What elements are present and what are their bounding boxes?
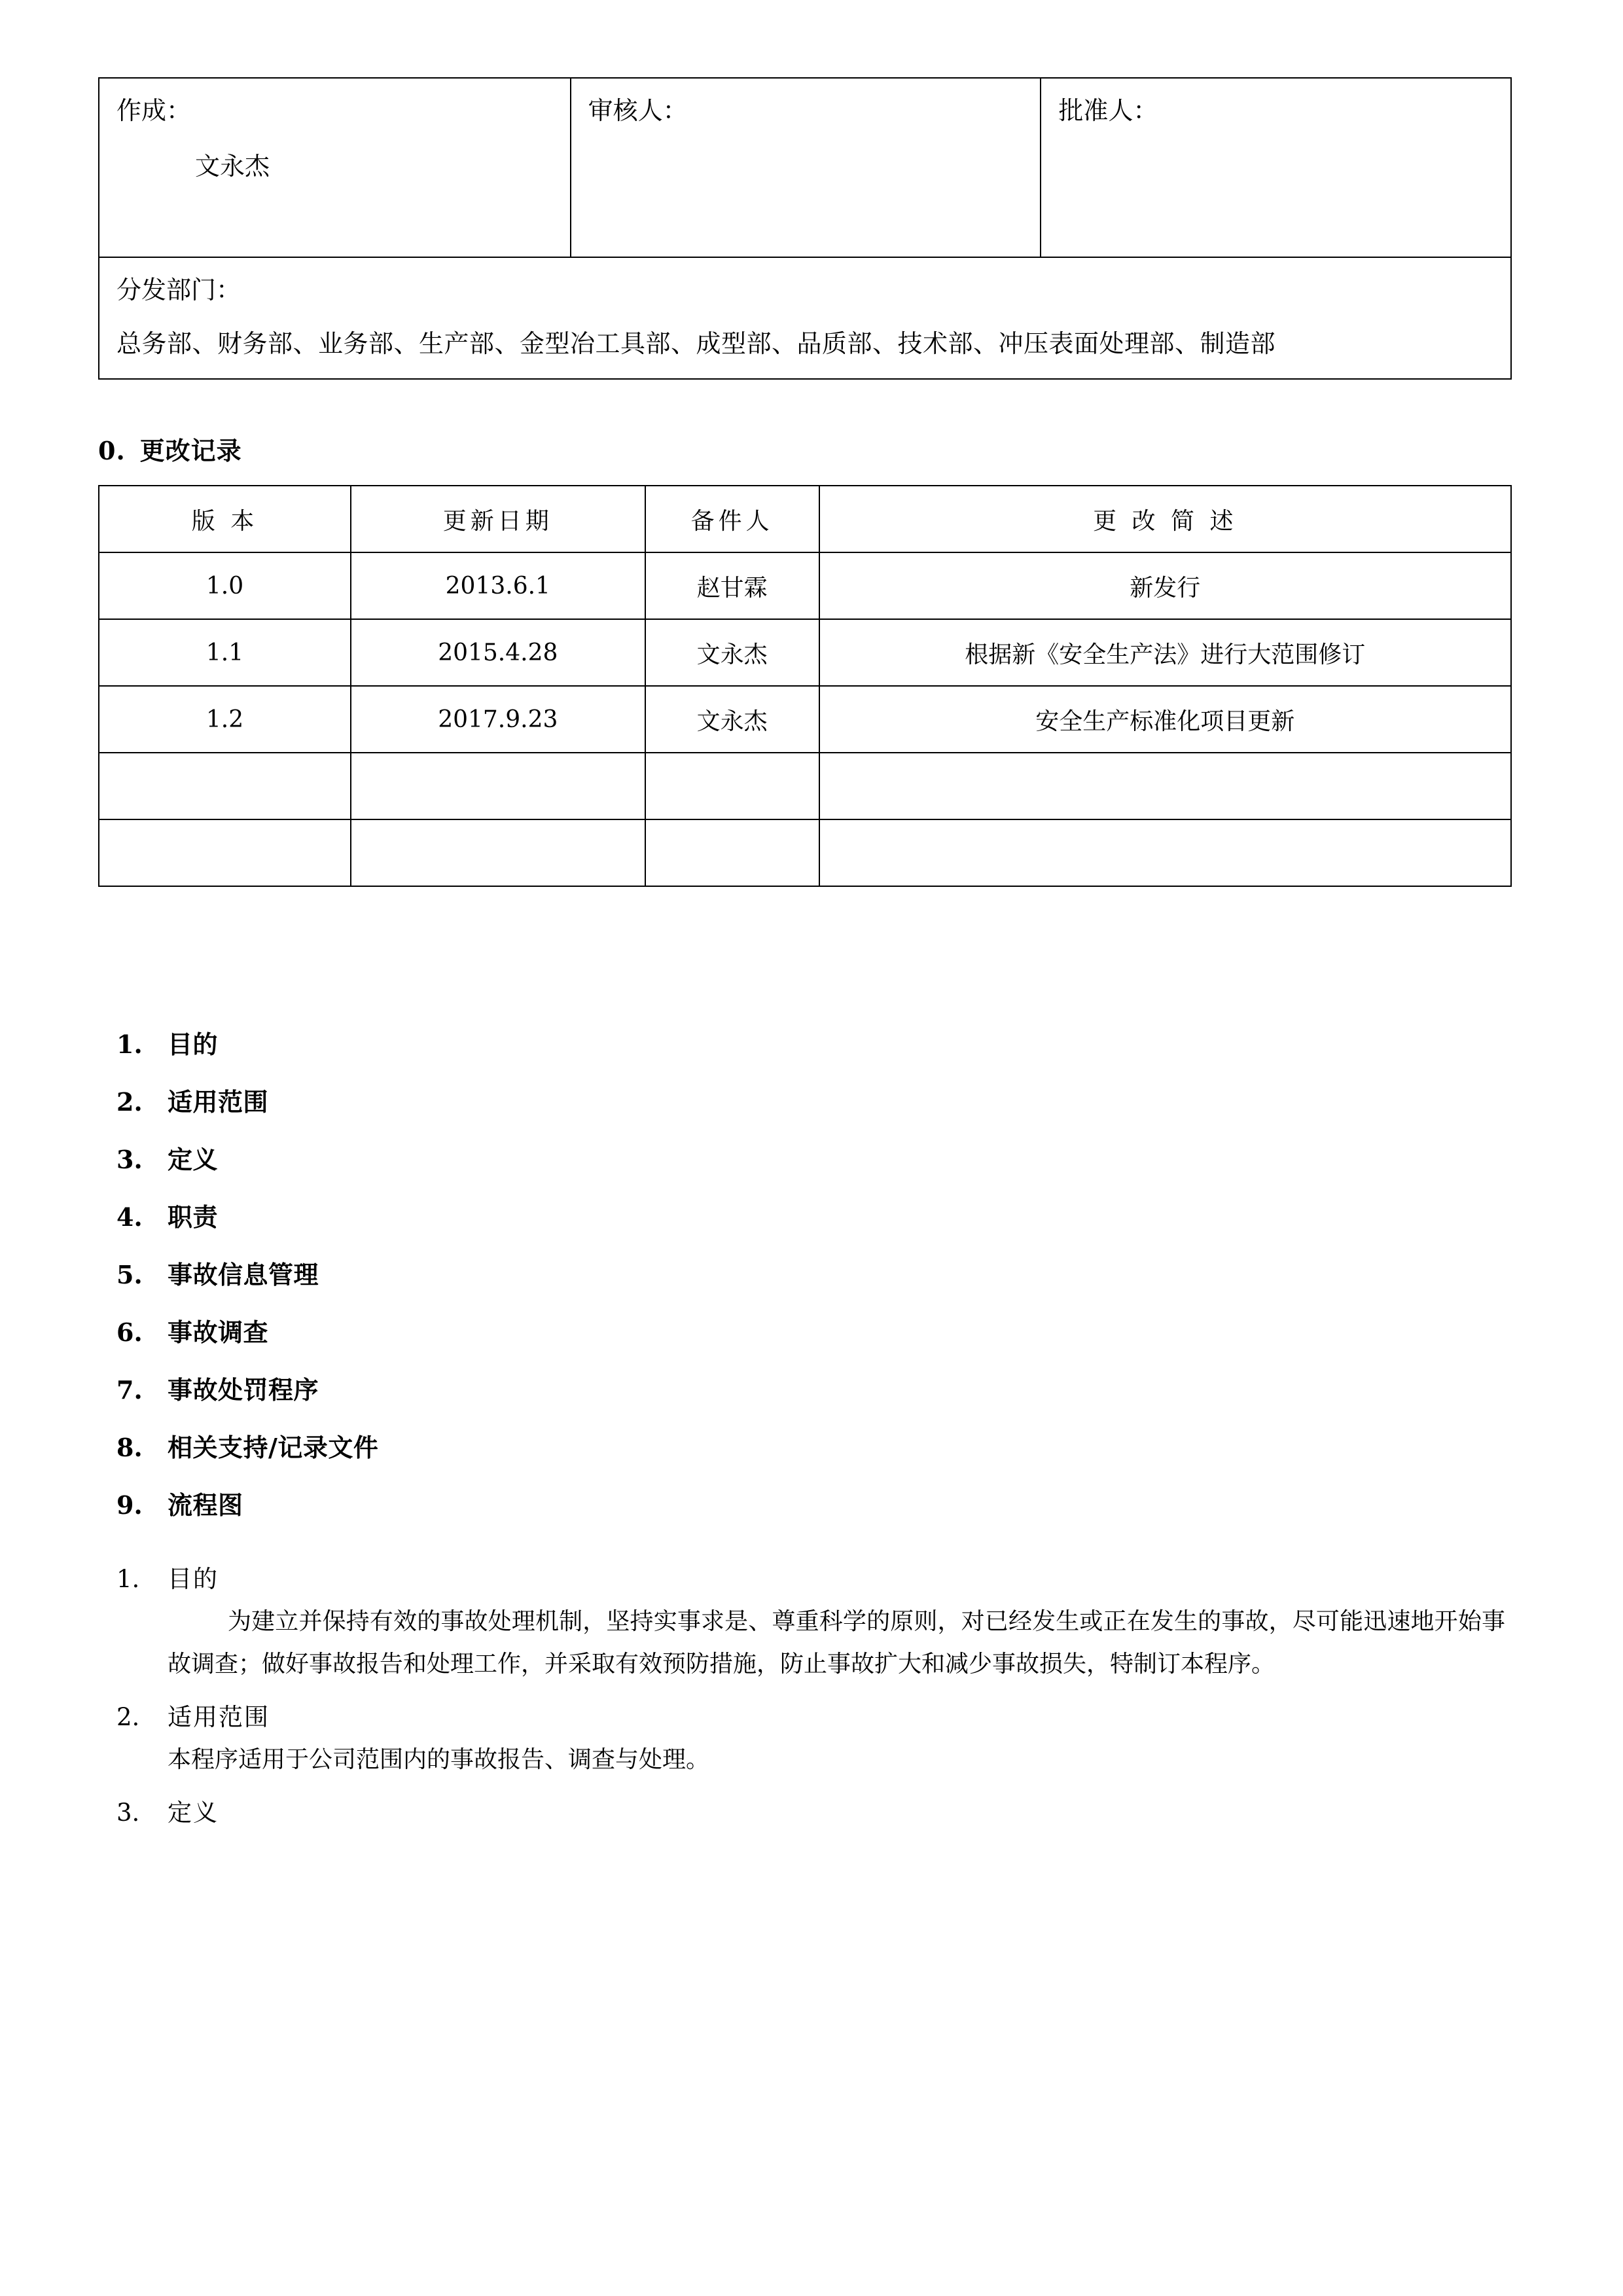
cell-date: [351, 819, 645, 886]
body-section-scope: [98, 1697, 1512, 1781]
body-paragraph: 本程序适用于公司范围内的事故报告、调查与处理。: [168, 1746, 710, 1773]
contents-item-index: 2.: [116, 1087, 143, 1117]
body-section-title: 定义: [168, 1798, 219, 1827]
cell-person: [645, 819, 819, 886]
cell-version: 1.1: [99, 619, 351, 686]
cell-person: 赵甘霖: [645, 552, 819, 619]
author-cell: [99, 78, 571, 257]
contents-item-label: 流程图: [168, 1490, 243, 1520]
contents-item-1: [98, 1024, 1512, 1060]
contents-item-label: 职责: [168, 1202, 219, 1232]
contents-item-4: [98, 1197, 1512, 1233]
contents-item-6: [98, 1312, 1512, 1348]
table-row: [99, 552, 1511, 619]
reviewer-label: 审核人：: [588, 96, 688, 125]
cell-person: 文永杰: [645, 619, 819, 686]
contents-item-index: 6.: [116, 1318, 143, 1348]
contents-item-2: [98, 1082, 1512, 1118]
distribution-row: [99, 257, 1511, 379]
body-section-purpose: [98, 1559, 1512, 1685]
body-section-index: 2.: [116, 1702, 140, 1731]
contents-item-index: 5.: [116, 1260, 143, 1290]
contents-item-5: [98, 1255, 1512, 1291]
cell-summary: 安全生产标准化项目更新: [819, 686, 1511, 753]
revision-section-title: 更改记录: [139, 436, 242, 466]
contents-list: [98, 1024, 1512, 1521]
cell-version: 1.0: [99, 552, 351, 619]
contents-item-label: 目的: [168, 1030, 219, 1060]
table-header-row: [99, 486, 1511, 552]
body-section-title: 适用范围: [168, 1702, 270, 1731]
cell-date: [351, 753, 645, 819]
author-label: 作成：: [116, 96, 192, 125]
contents-item-7: [98, 1370, 1512, 1406]
column-header-date: 更新日期: [351, 486, 645, 552]
table-row: [99, 753, 1511, 819]
column-header-version: 版 本: [99, 486, 351, 552]
cell-summary: [819, 753, 1511, 819]
contents-item-8: [98, 1427, 1512, 1463]
contents-item-label: 适用范围: [168, 1087, 269, 1117]
body-section-heading: [98, 1697, 1512, 1732]
contents-item-label: 事故调查: [168, 1318, 269, 1348]
contents-item-index: 7.: [116, 1375, 143, 1405]
cell-version: 1.2: [99, 686, 351, 753]
revision-section-number: 0.: [98, 436, 126, 466]
cell-date: 2015.4.28: [351, 619, 645, 686]
body-section-definition: [98, 1793, 1512, 1828]
contents-item-label: 相关支持/记录文件: [168, 1433, 379, 1463]
contents-item-index: 3.: [116, 1145, 143, 1175]
cell-version: [99, 819, 351, 886]
contents-item-label: 定义: [168, 1145, 219, 1175]
body-paragraph: 为建立并保持有效的事故处理机制，坚持实事求是、尊重科学的原则，对已经发生或正在发生的事故，尽可能迅速地开始事故调查；做好事故报告和处理工作，并采取有效预防措施，防止事故扩大和减少事故损失，特制订本程序。: [168, 1608, 1505, 1677]
revision-table: [98, 485, 1512, 887]
column-header-summary: 更 改 简 述: [819, 486, 1511, 552]
reviewer-cell: [571, 78, 1041, 257]
body-section-index: 3.: [116, 1798, 140, 1827]
body-section-heading: [98, 1793, 1512, 1828]
distribution-cell: [99, 257, 1511, 379]
approver-cell: [1041, 78, 1511, 257]
revision-section-heading: [98, 431, 1512, 467]
contents-item-index: 8.: [116, 1433, 143, 1463]
contents-item-label: 事故处罚程序: [168, 1375, 319, 1405]
cell-date: 2017.9.23: [351, 686, 645, 753]
contents-item-index: 4.: [116, 1202, 143, 1232]
cell-version: [99, 753, 351, 819]
body-section-heading: [98, 1559, 1512, 1594]
author-name: 文永杰: [195, 151, 270, 181]
contents-item-index: 1.: [116, 1030, 143, 1060]
cell-summary: 新发行: [819, 552, 1511, 619]
header-table: [98, 77, 1512, 380]
cell-summary: 根据新《安全生产法》进行大范围修订: [819, 619, 1511, 686]
cell-date: 2013.6.1: [351, 552, 645, 619]
distribution-text: 总务部、财务部、业务部、生产部、金型冶工具部、成型部、品质部、技术部、冲压表面处理部、制造部: [116, 329, 1276, 358]
column-header-person: 备件人: [645, 486, 819, 552]
contents-item-3: [98, 1139, 1512, 1175]
approver-label: 批准人：: [1058, 96, 1158, 125]
body-section-title: 目的: [168, 1565, 219, 1594]
cell-person: [645, 753, 819, 819]
contents-item-label: 事故信息管理: [168, 1260, 319, 1290]
contents-item-index: 9.: [116, 1490, 143, 1520]
contents-item-9: [98, 1485, 1512, 1521]
cell-person: 文永杰: [645, 686, 819, 753]
table-row: [99, 619, 1511, 686]
table-row: [99, 819, 1511, 886]
table-row: [99, 686, 1511, 753]
cell-summary: [819, 819, 1511, 886]
body-section-index: 1.: [116, 1565, 140, 1594]
distribution-label: 分发部门：: [116, 276, 241, 304]
signature-row: [99, 78, 1511, 257]
